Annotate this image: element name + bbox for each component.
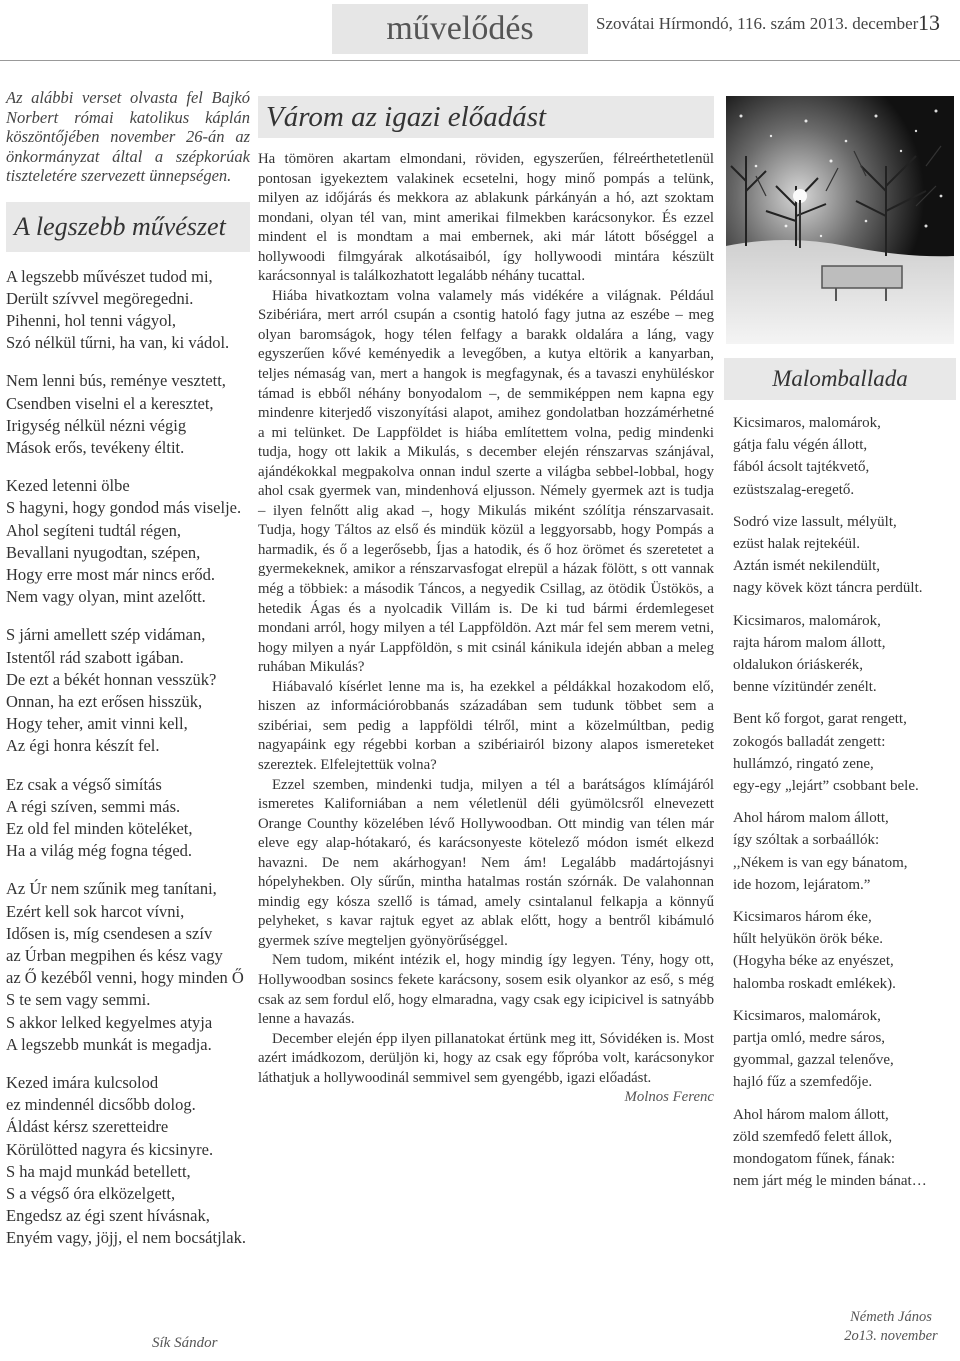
poem-stanza: [6, 475, 250, 608]
ballad-stanza: [724, 412, 956, 501]
article-paragraph: [258, 1030, 714, 1106]
ballad-line: egy-egy „lejárt” csobbant bele.: [733, 778, 919, 795]
poem-line: Onnan, ha ezt erősen hisszük,: [6, 691, 203, 711]
poem-line: S akkor lelked kegyelmes atyja: [6, 1012, 213, 1032]
poem-line: A legszebb művészet tudod mi,: [6, 266, 213, 286]
article-paragraph-text: December elején épp ilyen pillanatokat értünk meg itt, Sóvidéken is. Most azért imádkozom, derüljön ki, hogy az csak egy főpróba volt, karácsonykor láthatjuk a hollywoodinál semmivel sem gyengébb, igazi előadást.: [258, 1030, 714, 1086]
poem-signature: Sík Sándor: [152, 1335, 218, 1351]
article-paragraph: [258, 287, 714, 678]
poem-line: az Ő kezéből venni, hogy minden Ő: [6, 968, 244, 988]
ballad-line: halomba roskadt emlékek).: [733, 975, 896, 992]
poem-line: Irigység nélkül nézni végig: [6, 415, 187, 435]
poem-line: Ahol segíteni tudtál régen,: [6, 520, 182, 540]
poem-line: S te sem vagy semmi.: [6, 990, 151, 1010]
article-author: Molnos Ferenc: [624, 1089, 714, 1106]
poem-stanzas: [6, 266, 250, 1250]
poem-stanza: [6, 774, 250, 863]
ballad-stanza: [724, 1005, 956, 1094]
poem-line: Derült szívvel megöregedni.: [6, 288, 194, 308]
poem-line: S hagyni, hogy gondod más viselje.: [6, 498, 242, 518]
poem-title-box: [6, 202, 250, 252]
ballad-line: hajló fűz a szemfedője.: [733, 1074, 873, 1091]
ballad-line: (Hogyha béke az enyészet,: [733, 953, 894, 970]
poem-line: Pihenni, hol tenni vágyol,: [6, 310, 177, 330]
poem-title: A legszebb művészet: [14, 211, 226, 241]
page-number: 13: [918, 10, 940, 35]
ballad-line: benne vízitündér zenélt.: [733, 679, 877, 696]
ballad-date: 2o13. november: [844, 1328, 938, 1344]
ballad-author: Németh János: [850, 1309, 932, 1325]
poem-line: Istentől rád szabott igában.: [6, 647, 184, 667]
ballad-line: Bent kő forgot, garat rengett,: [733, 711, 907, 728]
ballad-title-box: [724, 358, 956, 400]
ballad-signature: [826, 1308, 956, 1346]
page-header: [0, 0, 960, 62]
ballad-line: oldalukon óriáskerék,: [733, 657, 863, 674]
poem-stanza: [6, 370, 250, 459]
winter-park-image: [726, 96, 954, 344]
poem-line: S a végső óra elközelgett,: [6, 1184, 176, 1204]
poem-line: Kezed imára kulcsolod: [6, 1073, 159, 1092]
ballad-stanza: [724, 511, 956, 600]
ballad-line: így szóltak a sorbaállók:: [733, 832, 880, 849]
article-paragraph-text: Nem tudom, miként intézik el, hogy mindig így legyen. Tény, hogy ott, Hollywoodban sosincs fekete karácsony, sosem esik olyankor az eső, s még csak az sem fordul elő, hogy elmaradna, vagy csak egy icipicivel is satnyább lenne a havazás.: [258, 952, 714, 1028]
poem-line: Enyém vagy, jöjj, el nem bocsátjlak.: [6, 1228, 246, 1248]
poem-line: A régi szíven, semmi más.: [6, 796, 181, 816]
article-paragraph-text: Hiábavaló kísérlet lenne ma is, ha ezekkel a példákkal hozakodom elő, hiszen az információrobbanás századában sem tudunk többet sem a szibériai, sem pedig a lappföldi télről, mint a közelmúltban, pedig nagyapáink egy régebbi korban a szibériairól bizony alapos ismereteket szereztek. Elfelejtettük volna?: [258, 678, 714, 773]
poem-line: ez mindennél dicsőbb dolog.: [6, 1095, 196, 1115]
ballad-stanza: [724, 807, 956, 896]
ballad-line: Aztán ismét nekilendült,: [733, 558, 881, 575]
ballad-stanza: [724, 708, 956, 797]
poem-line: Ha a világ még fogna téged.: [6, 841, 193, 861]
ballad-line: ezüst halak rejtekéül.: [733, 536, 861, 553]
ballad-line: Kicsimaros három éke,: [733, 909, 872, 926]
winter-park-photo: [726, 96, 954, 344]
poem-line: Hogy teher, amit vinni kell,: [6, 714, 188, 734]
article-paragraph-text: Ezzel szemben, mindenki tudja, milyen a tél a barátságos klímájáról ismeretes Kaliforniában a nem véletlenül déli gyümölcsről elnevezett Orange Counthy közelében lévő Hollywoodban. Ott mindig van télen már eleve egy alap-hótakaró, és karácsonyeste kötelező módon ismét elkezd havazni. De nem akárhogyan! Nem ám! Legalább madártojásnyi hópelyhekben. Oly sűrűn, mintha hatalmas rostán szórnák. De valahonnan mindig egy kósza szellő is támad, amely csintalanul felkapja a könnyű pelyheket, s kavar rajtuk egyet az ablak előtt, hogy a bentről kibámuló gyermek szíve megteljen gyönyörűséggel.: [258, 776, 714, 949]
ballad-line: Kicsimaros, malomárok,: [733, 1007, 881, 1024]
article-paragraph-text: Hiába hivatkoztam volna valamely más vidékére a világnak. Például Szibériára, mert arról csupán a csontig hatoló fagy jutna az eszébe – meg olyan baromságok, hogy télen felfagy a barakk oldalára a láng, vagy egyszerűen kővé keményedik a levegőben, a kutya eltörik a kanyarban, teljes némaság van, mert a hangok is megfagynak, és a tavaszi enyhüléskor támad is ebből néhány bonyodalom –, de semmiképpen nem kapna egy mindenre kiterjedő viszonyítási alapot, amihez gondolatban hozzámérhetné a mi telünket. De Lappföldet is hiába említettem volna, pedig mindenki tudja, hogy ott lakik a Mikulás, s december elején rénszarvas szánjával, ajándékokkal megpakolva onnan indul szerte a világba sebbel-lobbal, hogy ahol csak gyermek van, mindenhová eljusson. Némely gyermek azt is tudja – ilyen felnőtt alig akad –, hogy Mikulás miként szólítja rénszarvasait. Tudja, hogy Táltos az első és mindük közül a leggyorsabb, hogy Pompás a harmadik, és ő a legerősebb, Íjas a hatodik, és ő hoz örömet és szeretetet a gyermekeknek, amikor a rénszarvasfogat elrepül a házak fölött, s ott vannak még a többiek: a második Táncos, a negyedik Csillag, az ötödik Üstökös, a hetedik Ágas és a nyolcadik Villám is. De ki tud bármi érdemlegeset mondani arról, hogy milyen a tél Lappföldön. Azt már fel sem merem vetni, hogy milyen a nyár Lappföldön, s mit csinál kánikula idején abban a meleg ruhában Mikulás?: [258, 287, 714, 676]
ballad-column: [724, 358, 956, 1193]
ballad-stanzas: [724, 412, 956, 1193]
poem-stanza: [6, 624, 250, 757]
poem-intro: Az alábbi verset olvasta fel Bajkó Norbert római katolikus káplán köszöntőjében november 26-án az önkormányzat által a szépkorúak tiszteletére szervezett ünnepségen.: [6, 88, 250, 185]
header-divider: [0, 60, 960, 61]
poem-stanza: [6, 1072, 250, 1250]
poem-line: Ez old fel minden köteléket,: [6, 818, 193, 838]
poem-stanza: [6, 878, 250, 1056]
section-header: [332, 4, 588, 54]
article-title: Várom az igazi előadást: [266, 100, 547, 133]
ballad-title: Malomballada: [772, 366, 908, 391]
article-title-box: [258, 96, 714, 138]
ballad-line: zöld szemfedő felett állok,: [733, 1128, 893, 1145]
ballad-line: Ahol három malom állott,: [733, 1106, 889, 1123]
ballad-stanza: [724, 610, 956, 699]
ballad-line: ide hozom, lejáratom.”: [733, 876, 871, 893]
ballad-line: Kicsimaros, malomárok,: [733, 612, 881, 629]
ballad-line: gátja falu végén állott,: [733, 437, 868, 454]
poem-line: Idősen is, míg csendesen a szív: [6, 923, 213, 943]
ballad-line: Ahol három malom állott,: [733, 810, 889, 827]
article-paragraph-text: Ha tömören akartam elmondani, röviden, egyszerűen, félreérthetetlenül pontosan igyekeztem valakinek ecsetelni, hogy minő pompás a telünk, milyen az időjárás és mekkora az ablakunk párkányán a hó, azt szoktam mondani, olyan tél van, mint amerikai filmekben karácsonykor. És ezzel mindent el is mondtam a mai embernek, aki már látott bőséggel a hollywoodi filmgyárak alkotásaiból, így hollywoodi mintára készült karácsonnyal is találkozhatott legalább néhány tucattal.: [258, 151, 714, 285]
poem-line: Áldást kérsz szeretteidre: [6, 1117, 169, 1137]
ballad-line: Sodró vize lassult, mélyült,: [733, 513, 897, 530]
ballad-line: nagy kövek közt táncra perdült.: [733, 580, 923, 597]
ballad-line: rajta három malom állott,: [733, 634, 886, 651]
poem-line: Az égi honra készít fel.: [6, 736, 160, 756]
ballad-line: fából ácsolt tajtékvető,: [733, 459, 870, 476]
poem-line: Csendben viselni el a keresztet,: [6, 393, 214, 413]
poem-line: Nem lenni bús, reménye vesztett,: [6, 371, 226, 391]
ballad-line: hűlt helyükön örök béke.: [733, 931, 883, 948]
poem-column: [6, 88, 250, 1250]
poem-line: Nem vagy olyan, mint azelőtt.: [6, 587, 206, 607]
poem-line: Körülötted nagyra és kicsinyre.: [6, 1139, 214, 1159]
ballad-line: partja omló, medre sáros,: [733, 1030, 886, 1047]
ballad-line: gyommal, gazzal telenőve,: [733, 1052, 894, 1069]
poem-line: Kezed letenni ölbe: [6, 476, 130, 496]
ballad-line: Kicsimaros, malomárok,: [733, 415, 881, 431]
ballad-line: mondogatom fűnek, fának:: [733, 1151, 896, 1168]
poem-line: Az Úr nem szűnik meg tanítani,: [6, 879, 217, 899]
article-column: [258, 96, 714, 1108]
poem-line: az Úrban megpihen és kész vagy: [6, 945, 223, 965]
ballad-line: ezüstszalag-eregető.: [733, 481, 855, 498]
article-body: [258, 150, 714, 1106]
article-paragraph: [258, 678, 714, 776]
poem-line: S ha majd munkád betellett,: [6, 1161, 191, 1181]
article-paragraph: [258, 150, 714, 287]
poem-line: Hogy erre most már nincs erőd.: [6, 564, 215, 584]
ballad-stanza: [724, 906, 956, 995]
publication-info: Szovátai Hírmondó, 116. szám 2013. december: [596, 14, 919, 33]
poem-line: Ezért kell sok harcot vívni,: [6, 901, 185, 921]
poem-line: De ezt a békét honnan vesszük?: [6, 669, 217, 689]
poem-line: A legszebb munkát is megadja.: [6, 1034, 212, 1054]
poem-line: Mások erős, tevékeny éltit.: [6, 437, 185, 457]
article-paragraph: [258, 951, 714, 1029]
ballad-line: hullámzó, ringató zene,: [733, 755, 874, 772]
ballad-line: nem járt még le minden bánat…: [733, 1173, 927, 1190]
poem-line: S járni amellett szép vidáman,: [6, 625, 206, 645]
ballad-line: ,,Nékem is van egy bánatom,: [733, 854, 908, 871]
poem-line: Szó nélkül tűrni, ha van, ki vádol.: [6, 333, 230, 353]
ballad-stanza: [724, 1104, 956, 1193]
article-paragraph: [258, 776, 714, 952]
poem-line: Engedsz az égi szent hívásnak,: [6, 1206, 210, 1226]
ballad-line: zokogós balladát zengett:: [733, 733, 886, 750]
section-title: művelődés: [386, 10, 534, 47]
poem-line: Ez csak a végső simítás: [6, 774, 162, 794]
poem-line: Bevallani nyugodtan, szépen,: [6, 542, 201, 562]
poem-stanza: [6, 266, 250, 355]
